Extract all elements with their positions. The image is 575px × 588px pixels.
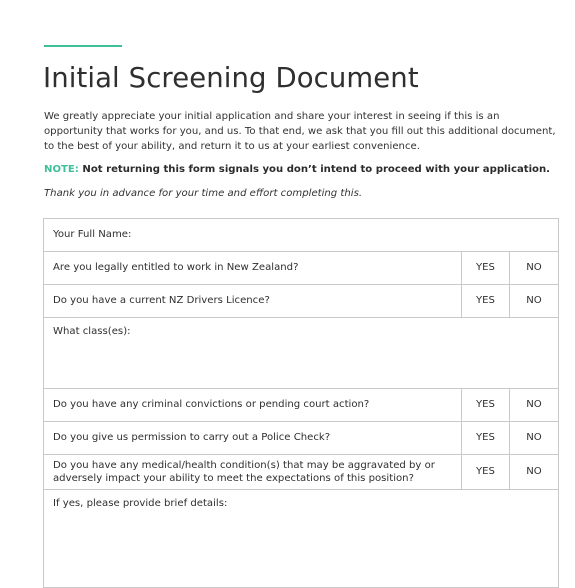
note-text: Not returning this form signals you don’t intend to proceed with your application. [82, 164, 550, 175]
question-row-criminal-convictions [44, 389, 559, 422]
no-option[interactable]: NO [510, 455, 559, 490]
licence-class-row [44, 318, 559, 389]
details-row [44, 490, 559, 588]
details-label: If yes, please provide brief details: [53, 498, 228, 509]
note-paragraph [44, 162, 564, 177]
no-option[interactable]: NO [510, 389, 559, 422]
question-text: Do you give us permission to carry out a Police Check? [44, 422, 462, 455]
yes-option[interactable]: YES [462, 389, 510, 422]
question-row-drivers-licence [44, 285, 559, 318]
full-name-row [44, 219, 559, 252]
intro-paragraph: We greatly appreciate your initial application and share your interest in seeing if this is an opportunity that works for you, and us. To that end, we ask that you fill out this additional document, to the best of your ability, and return it to us at your earliest convenience. [44, 111, 556, 152]
question-text: Do you have any criminal convictions or pending court action? [44, 389, 462, 422]
question-text: Do you have a current NZ Drivers Licence? [44, 285, 462, 318]
licence-class-label: What class(es): [53, 326, 131, 337]
no-option[interactable]: NO [510, 285, 559, 318]
question-row-police-check [44, 422, 559, 455]
yes-option[interactable]: YES [462, 455, 510, 490]
question-text: Do you have any medical/health condition(s) that may be aggravated by or adversely impact your ability to meet the expectations of this position? [44, 455, 462, 490]
licence-class-field[interactable] [44, 318, 559, 389]
thanks-line: Thank you in advance for your time and effort completing this. [44, 188, 363, 199]
full-name-label: Your Full Name: [53, 229, 132, 241]
question-text: Are you legally entitled to work in New Zealand? [44, 252, 462, 285]
no-option[interactable]: NO [510, 422, 559, 455]
question-row-work-entitlement [44, 252, 559, 285]
question-row-medical-condition [44, 455, 559, 490]
full-name-field[interactable] [44, 219, 559, 252]
details-field[interactable] [44, 490, 559, 588]
note-label: NOTE: [44, 164, 79, 175]
yes-option[interactable]: YES [462, 252, 510, 285]
yes-option[interactable]: YES [462, 422, 510, 455]
no-option[interactable]: NO [510, 252, 559, 285]
page-title: Initial Screening Document [43, 62, 419, 94]
screening-form-table [43, 218, 559, 588]
yes-option[interactable]: YES [462, 285, 510, 318]
title-accent-rule [44, 45, 122, 47]
